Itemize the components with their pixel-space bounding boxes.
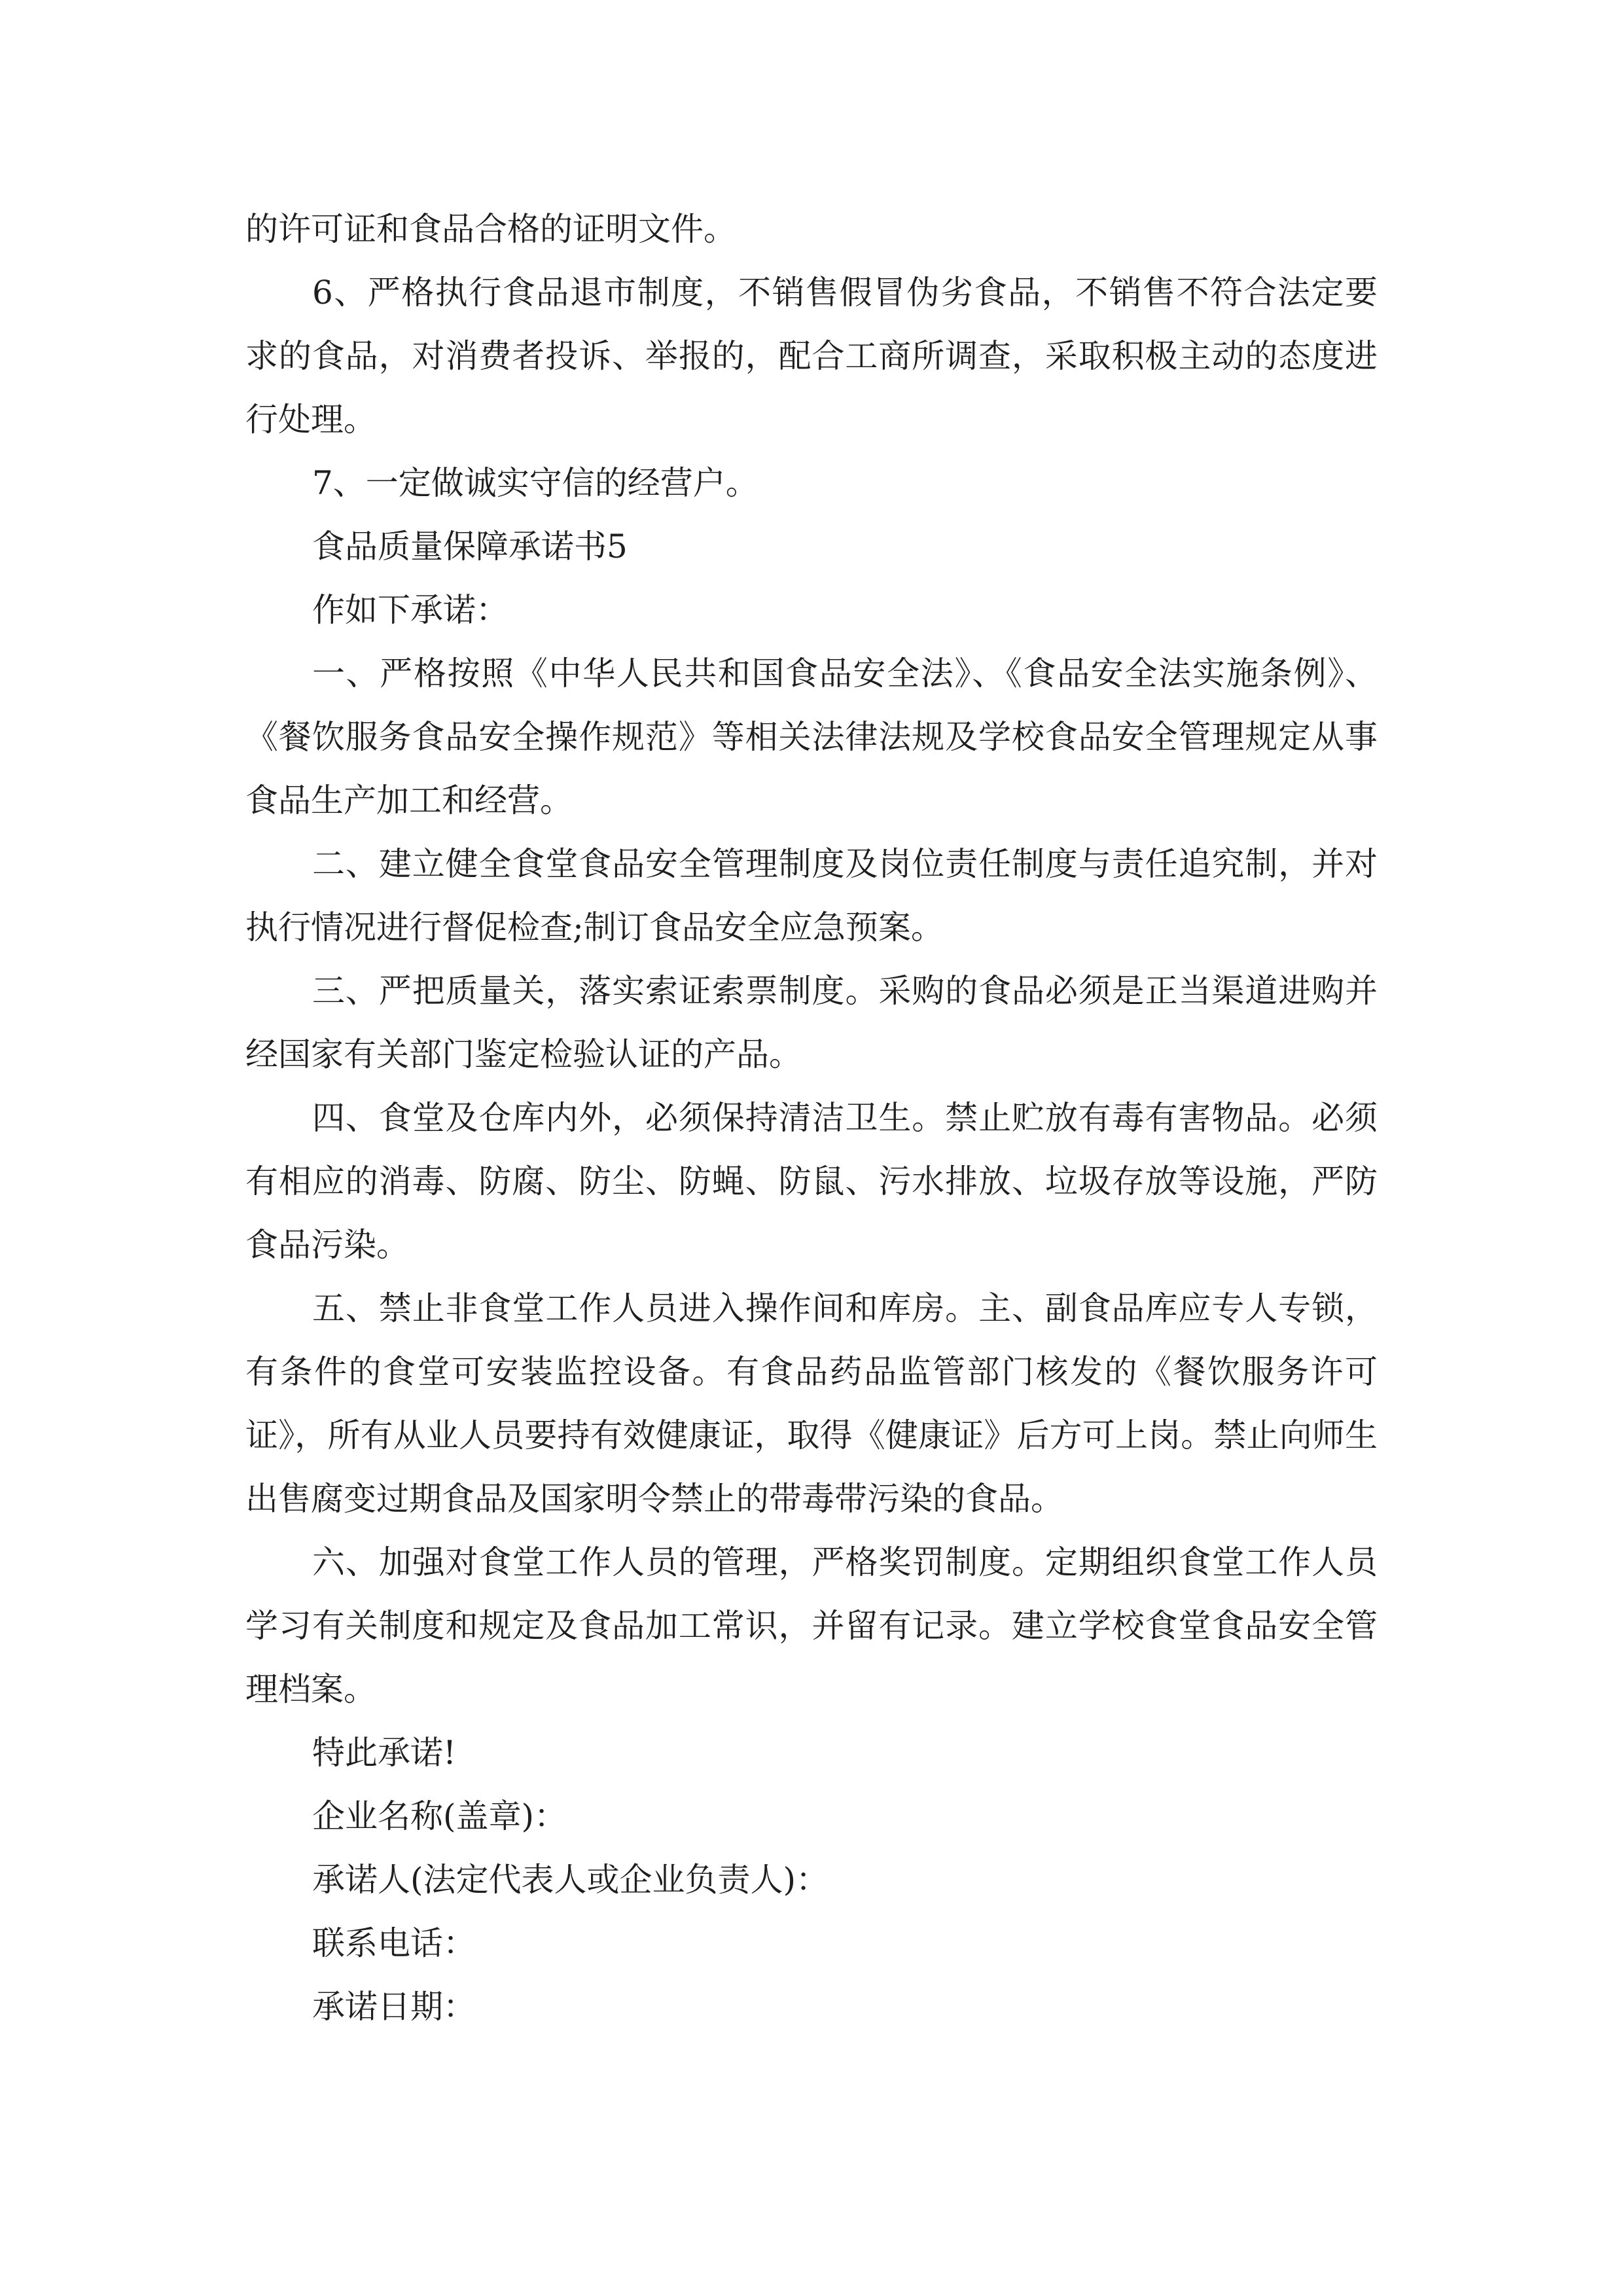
section-title: 食品质量保障承诺书5 <box>312 528 628 565</box>
paragraph-pledge-4: 四、食堂及仓库内外，必须保持清洁卫生。禁止贮放有毒有害物品。必须有相应的消毒、防腐、防尘、防蝇、防鼠、污水排放、垃圾存放等设施，严防食品污染。 <box>245 1099 1378 1264</box>
paragraph-pledge-2: 二、建立健全食堂食品安全管理制度及岗位责任制度与责任追究制，并对执行情况进行督促检查;制订食品安全应急预案。 <box>245 845 1378 946</box>
phone-field: 联系电话： <box>312 1924 476 1962</box>
company-name-field: 企业名称(盖章)： <box>312 1797 567 1835</box>
paragraph-item-7: 7、一定做诚实守信的经营户。 <box>312 464 758 502</box>
paragraph-continuation: 的许可证和食品合格的证明文件。 <box>245 210 736 248</box>
paragraph-pledge-3: 三、严把质量关，落实索证索票制度。采购的食品必须是正当渠道进购并经国家有关部门鉴定检验认证的产品。 <box>245 972 1378 1073</box>
promisor-field: 承诺人(法定代表人或企业负责人)： <box>312 1861 829 1899</box>
date-field: 承诺日期： <box>312 1988 476 2026</box>
paragraph-pledge-6: 六、加强对食堂工作人员的管理，严格奖罚制度。定期组织食堂工作人员学习有关制度和规定及食品加工常识，并留有记录。建立学校食堂食品安全管理档案。 <box>245 1543 1378 1708</box>
paragraph-pledge-5: 五、禁止非食堂工作人员进入操作间和库房。主、副食品库应专人专锁，有条件的食堂可安装监控设备。有食品药品监管部门核发的《餐饮服务许可证》，所有从业人员要持有效健康证，取得《健康证》后方可上岗。禁止向师生出售腐变过期食品及国家明令禁止的带毒带污染的食品。 <box>245 1289 1378 1518</box>
paragraph-closing: 特此承诺! <box>312 1734 457 1772</box>
paragraph-intro: 作如下承诺： <box>312 591 508 629</box>
document-body <box>245 198 1378 2039</box>
paragraph-pledge-1: 一、严格按照《中华人民共和国食品安全法》、《食品安全法实施条例》、《餐饮服务食品安全操作规范》等相关法律法规及学校食品安全管理规定从事食品生产加工和经营。 <box>245 655 1378 819</box>
paragraph-item-6: 6、严格执行食品退市制度，不销售假冒伪劣食品，不销售不符合法定要求的食品，对消费者投诉、举报的，配合工商所调查，采取积极主动的态度进行处理。 <box>245 274 1378 439</box>
